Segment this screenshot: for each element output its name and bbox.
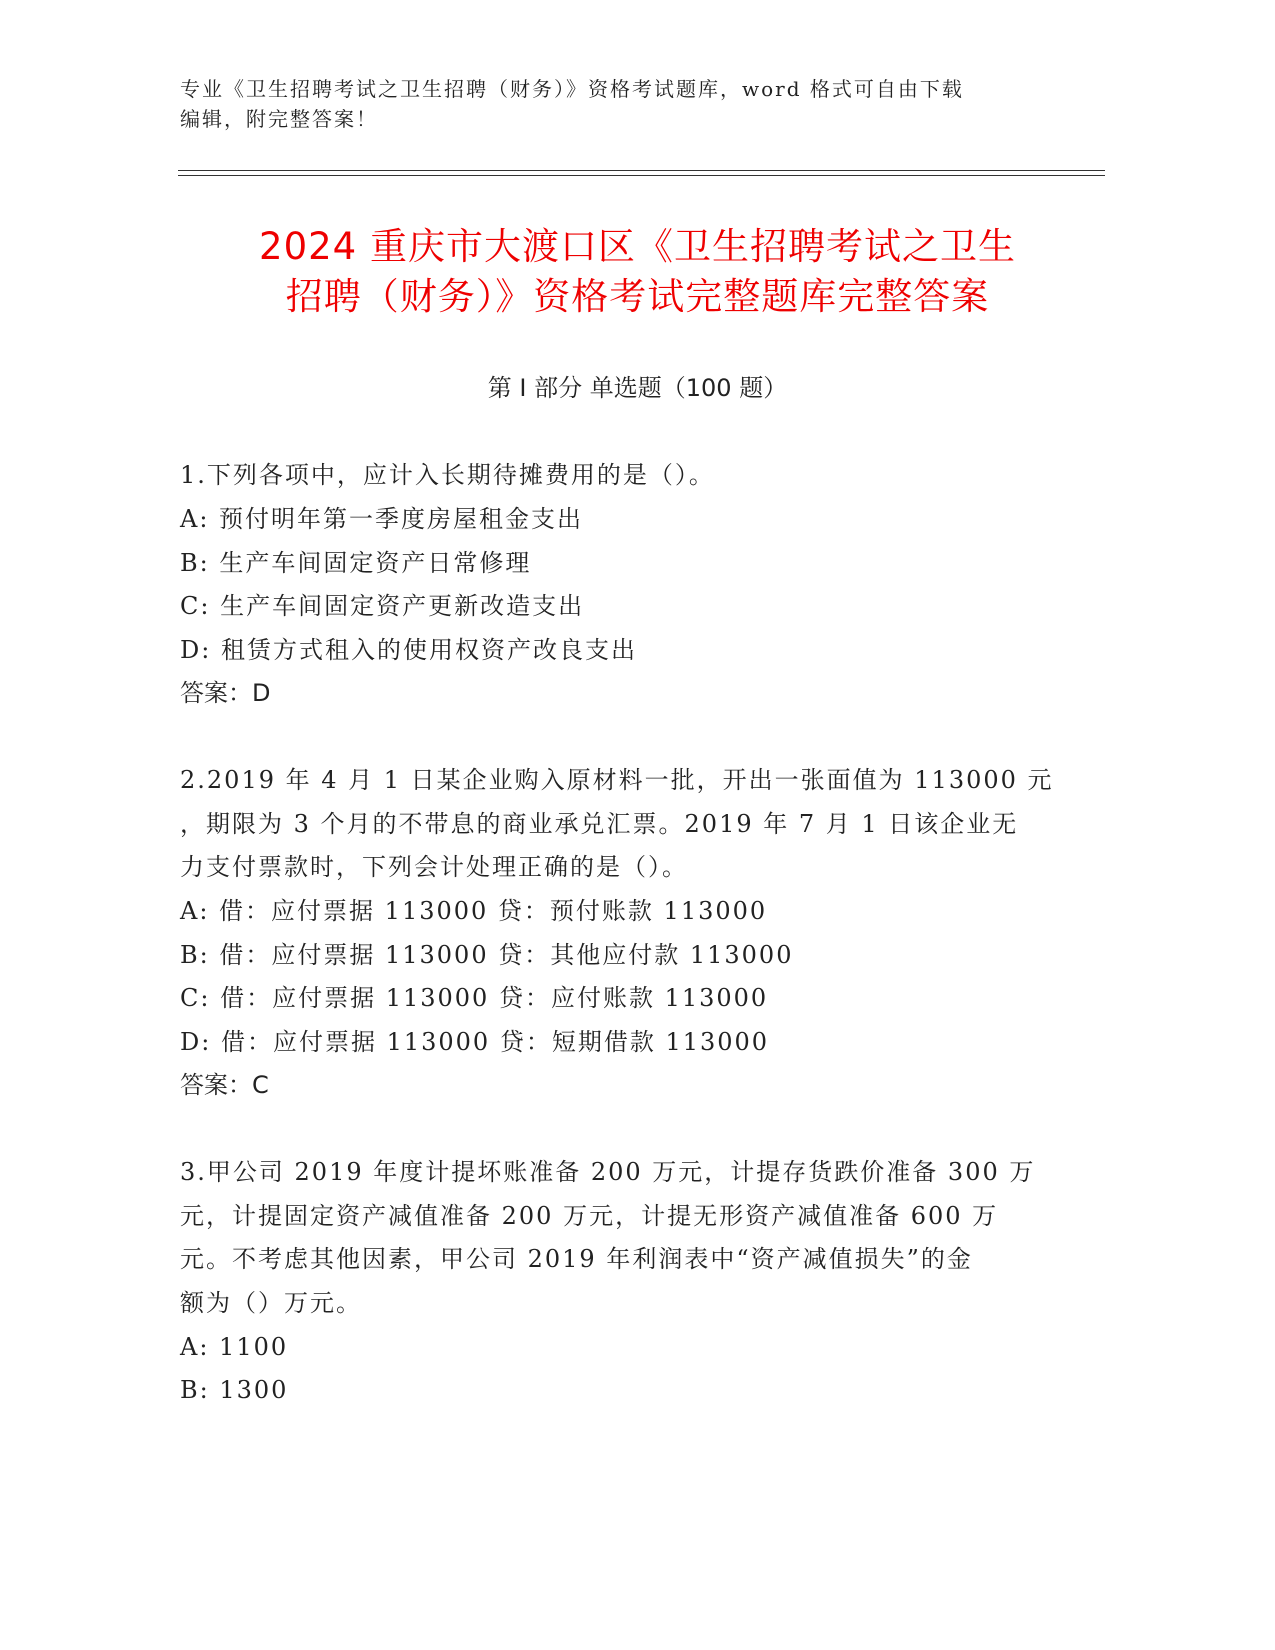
header-note (180, 74, 1060, 134)
question-3-stem: 元。不考虑其他因素，甲公司 2019 年利润表中“资产减值损失”的金 (180, 1245, 973, 1273)
question-2-stem: 2.2019 年 4 月 1 日某企业购入原材料一批，开出一张面值为 113000 元 (180, 766, 1054, 794)
question-1-option-b: B: 生产车间固定资产日常修理 (180, 549, 532, 577)
question-1-answer: 答案：D (180, 679, 271, 707)
question-3-option-a: A: 1100 (180, 1333, 289, 1361)
question-3-stem: 额为（）万元。 (180, 1289, 362, 1317)
question-2-option-d: D: 借：应付票据 113000 贷：短期借款 113000 (180, 1028, 770, 1056)
question-1-option-a: A: 预付明年第一季度房屋租金支出 (180, 505, 584, 533)
question-2-option-c: C: 借：应付票据 113000 贷：应付账款 113000 (180, 984, 769, 1012)
header-note-line: 专业《卫生招聘考试之卫生招聘（财务）》资格考试题库，word 格式可自由下载 (180, 77, 964, 101)
document-title-line: 2024 重庆市大渡口区《卫生招聘考试之卫生 (259, 225, 1016, 268)
header-divider (178, 175, 1105, 176)
question-3-stem: 元，计提固定资产减值准备 200 万元，计提无形资产减值准备 600 万 (180, 1202, 999, 1230)
header-divider (178, 170, 1105, 171)
question-2-option-a: A: 借：应付票据 113000 贷：预付账款 113000 (180, 897, 768, 925)
document-title (150, 222, 1125, 322)
question-2-stem: 力支付票款时，下列会计处理正确的是（）。 (180, 853, 688, 881)
question-2-answer: 答案：C (180, 1071, 269, 1099)
header-note-line: 编辑，附完整答案！ (180, 107, 378, 131)
question-2-stem: ，期限为 3 个月的不带息的商业承兑汇票。2019 年 7 月 1 日该企业无 (180, 810, 1019, 838)
question-1-option-c: C: 生产车间固定资产更新改造支出 (180, 592, 585, 620)
question-3-option-b: B: 1300 (180, 1376, 289, 1404)
question-1-stem: 1.下列各项中，应计入长期待摊费用的是（）。 (180, 461, 715, 489)
question-2-option-b: B: 借：应付票据 113000 贷：其他应付款 113000 (180, 941, 794, 969)
question-3-stem: 3.甲公司 2019 年度计提坏账准备 200 万元，计提存货跌价准备 300 万 (180, 1158, 1036, 1186)
document-title-line: 招聘（财务）》资格考试完整题库完整答案 (285, 275, 990, 318)
question-1-option-d: D: 租赁方式租入的使用权资产改良支出 (180, 636, 637, 664)
section-heading: 第 I 部分 单选题（100 题） (487, 374, 788, 402)
